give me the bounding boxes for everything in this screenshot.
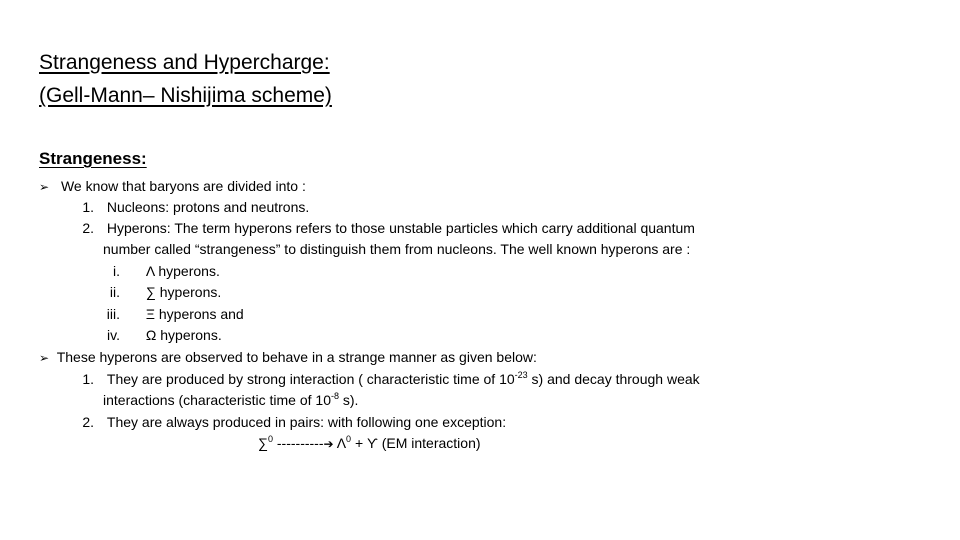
bullet-arrow-icon: ➢ <box>39 180 50 194</box>
equation-dashes: ---------- <box>273 435 324 451</box>
list-number: 2. <box>82 414 94 430</box>
equation-rest: + ϒ (EM interaction) <box>351 435 481 451</box>
bullet-strange-behaviour <box>39 347 537 368</box>
bullet-baryons <box>39 176 306 197</box>
roman-number: iii. <box>106 306 120 322</box>
text-part: interactions (characteristic time of 10 <box>103 392 331 408</box>
slide-title <box>39 46 332 112</box>
list-number: 2. <box>82 220 94 236</box>
list-text: They are always produced in pairs: with following one exception: <box>106 414 507 430</box>
hyperon-xi <box>90 304 244 324</box>
section-heading: Strangeness: <box>39 149 147 168</box>
list-item-production-continued <box>103 390 358 410</box>
hyperon-omega <box>90 325 222 345</box>
lambda-symbol: Λ <box>333 435 347 451</box>
bullet-text: These hyperons are observed to behave in a strange manner as given below: <box>56 349 537 365</box>
title-line-2: (Gell-Mann– Nishijima scheme) <box>39 84 332 107</box>
list-text: Hyperons: The term hyperons refers to those unstable particles which carry additional quantum <box>106 220 695 236</box>
bullet-arrow-icon: ➢ <box>39 351 50 365</box>
hyperon-text: Λ hyperons. <box>145 263 220 279</box>
text-part: s). <box>339 392 359 408</box>
list-text: Nucleons: protons and neutrons. <box>106 199 310 215</box>
text-part: They are produced by strong interaction ( characteristic time of 10 <box>106 371 515 387</box>
list-text <box>107 371 700 387</box>
sigma-charge: 0 <box>267 434 273 444</box>
list-number: 1. <box>82 371 94 387</box>
bullet-text: We know that baryons are divided into : <box>60 178 306 194</box>
sigma-symbol: ∑ <box>258 435 268 451</box>
lambda-charge: 0 <box>346 434 352 444</box>
text-part: s) and decay through weak <box>527 371 700 387</box>
exponent: -23 <box>514 370 528 380</box>
roman-number: ii. <box>109 284 120 300</box>
list-number: 1. <box>82 199 94 215</box>
list-item-hyperons-continued: number called “strangeness” to distinguish them from nucleons. The well known hyperons are : <box>103 241 691 257</box>
decay-equation <box>258 433 481 454</box>
roman-number: iv. <box>107 327 120 343</box>
hyperon-sigma <box>90 282 221 302</box>
hyperon-text: Ω hyperons. <box>145 327 222 343</box>
exponent: -8 <box>330 391 339 401</box>
list-item-nucleons <box>76 197 309 217</box>
list-item-pairs <box>76 412 506 432</box>
arrow-right-icon: ➔ <box>323 437 334 451</box>
list-item-production <box>76 369 700 389</box>
hyperon-text: Ξ hyperons and <box>145 306 244 322</box>
hyperon-text: ∑ hyperons. <box>145 284 222 300</box>
list-item-hyperons <box>76 218 695 238</box>
title-line-1: Strangeness and Hypercharge: <box>39 51 330 74</box>
hyperon-lambda <box>90 261 220 281</box>
roman-number: i. <box>113 263 120 279</box>
